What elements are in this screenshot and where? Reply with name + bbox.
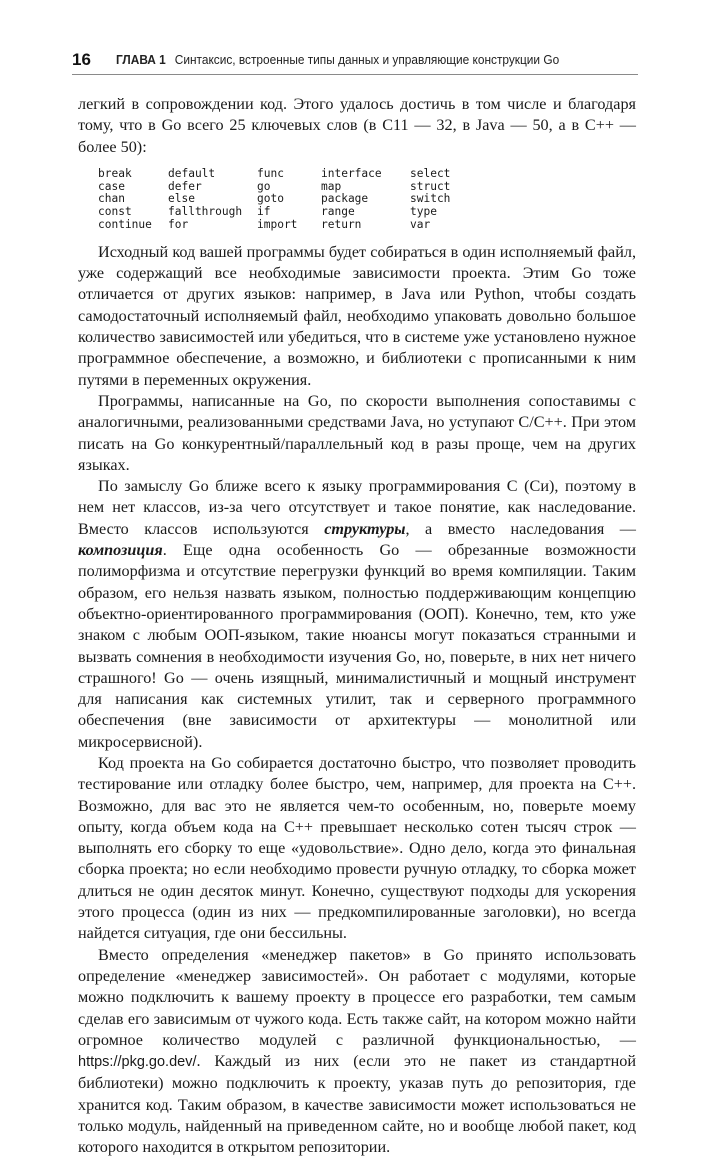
- keyword: default: [168, 166, 216, 180]
- keyword: return: [321, 218, 362, 232]
- keyword-row: [98, 219, 636, 232]
- keyword: map: [321, 179, 342, 193]
- keyword: break: [98, 166, 132, 180]
- chapter-heading: [116, 52, 559, 67]
- paragraph-executable: Исходный код вашей программы будет собираться в один исполняемый файл, уже содержащий все необходимые зависимости проекта. Этим Go тоже отличается от других языков: например, в Java или Python, чтобы создать самодостаточный исполняемый файл, необходимо упаковать довольно большое количество зависимостей или убедиться, что в системе уже установлено нужное программное обеспечение, а возможно, и библиотеки с прописанными к ним путями в переменных окружения.: [78, 242, 636, 389]
- keyword: switch: [410, 192, 451, 206]
- keyword: fallthrough: [168, 205, 243, 219]
- keyword: select: [410, 166, 451, 180]
- keyword: interface: [321, 166, 382, 180]
- paragraph-oop: По замыслу Go ближе всего к языку программирования С (Си), поэтому в нем нет классов, из-за чего отсутствует и такое понятие, как наследование. Вместо классов используются структуры, а вместо наследования — композиция. Еще одна особенность Go — обрезанные возможности полиморфизма и отсутствие перегрузки функций во время компиляции. Таким образом, его нельзя назвать языком, полностью поддерживающим концепцию объектно-ориентированного программирования (ООП). Конечно, тем, кто уже знаком с любым ООП-языком, такие нюансы могут показаться странными и вызвать сомнения в необходимости изучения Go, но, поверьте, в них нет ничего страшного! Go — очень изящный, минималистичный и мощный инструмент для написания как системных утилит, так и серверного программного обеспечения (вне зависимости от архитектуры — монолитной или микросервисной).: [78, 477, 636, 751]
- keyword: import: [257, 218, 298, 232]
- keyword: if: [257, 205, 271, 219]
- body-text: [78, 94, 636, 1159]
- keyword: struct: [410, 179, 451, 193]
- keyword: continue: [98, 218, 152, 232]
- keyword: else: [168, 192, 195, 206]
- keyword: const: [98, 205, 132, 219]
- keyword: defer: [168, 179, 202, 193]
- term-composition: композиция: [78, 541, 163, 560]
- paragraph-build-speed: Код проекта на Go собирается достаточно быстро, что позволяет проводить тестирование или отладку более быстро, чем, например, для проекта на С++. Возможно, для вас это не является чем-то особенным, но, поверьте моему опыту, когда объем кода на С++ превышает несколько сотен тысяч строк — выполнять его сборку то еще «удовольствие». Одно дело, когда это финальная сборка проекта; но если необходимо провести ручную отладку, то сборка может длиться не один десяток минут. Конечно, существуют подходы для ускорения этого процесса (один из них — предкомпилированные заголовки), но всегда найдется ситуация, где они бессильны.: [78, 754, 636, 943]
- paragraph-performance: Программы, написанные на Go, по скорости выполнения сопоставимы с аналогичными, реализованными средствами Java, но уступают C/C++. При этом писать на Go конкурентный/параллельный код в разы проще, чем на других языках.: [78, 391, 636, 474]
- keyword: range: [321, 205, 355, 219]
- page-number: 16: [72, 50, 91, 69]
- keywords-listing: [98, 168, 636, 232]
- running-head: [72, 49, 638, 71]
- keyword: var: [410, 218, 431, 232]
- keyword: case: [98, 179, 125, 193]
- keyword: func: [257, 166, 284, 180]
- term-structures: структуры: [324, 519, 406, 538]
- keyword: goto: [257, 192, 284, 206]
- intro-paragraph: легкий в сопровождении код. Этого удалось достичь в том числе и благодаря тому, что в Go всего 25 ключевых слов (в C11 — 32, в Java — 50, а в C++ — более 50):: [78, 95, 636, 156]
- paragraph-dependencies: Вместо определения «менеджер пакетов» в Go принято использовать определение «менеджер зависимостей». Он работает с модулями, которые можно подключить к вашему проекту в процессе его разработки, тем самым сделав его зависимым от чужого кода. Есть также сайт, на котором можно найти огромное количество модулей с различной функциональностью, — https://pkg.go.dev/. Каждый из них (если это не пакет из стандартной библиотеки) можно подключить к проекту, указав путь до репозитория, где хранится код. Таким образом, в качестве зависимости может использоваться не только модуль, найденный на приведенном сайте, но и вообще любой пакет, код которого находится в открытом репозитории.: [78, 945, 636, 1157]
- keyword: for: [168, 218, 189, 232]
- chapter-label: ГЛАВА 1: [116, 52, 166, 67]
- chapter-title: Синтаксис, встроенные типы данных и управляющие конструкции Go: [174, 52, 560, 67]
- header-rule: [72, 74, 638, 75]
- keyword-row: [98, 168, 636, 181]
- keyword: go: [257, 179, 271, 193]
- keyword: package: [321, 192, 369, 206]
- keyword: type: [410, 205, 437, 219]
- keyword: chan: [98, 192, 125, 206]
- pkg-go-dev-link[interactable]: https://pkg.go.dev/: [78, 1054, 197, 1071]
